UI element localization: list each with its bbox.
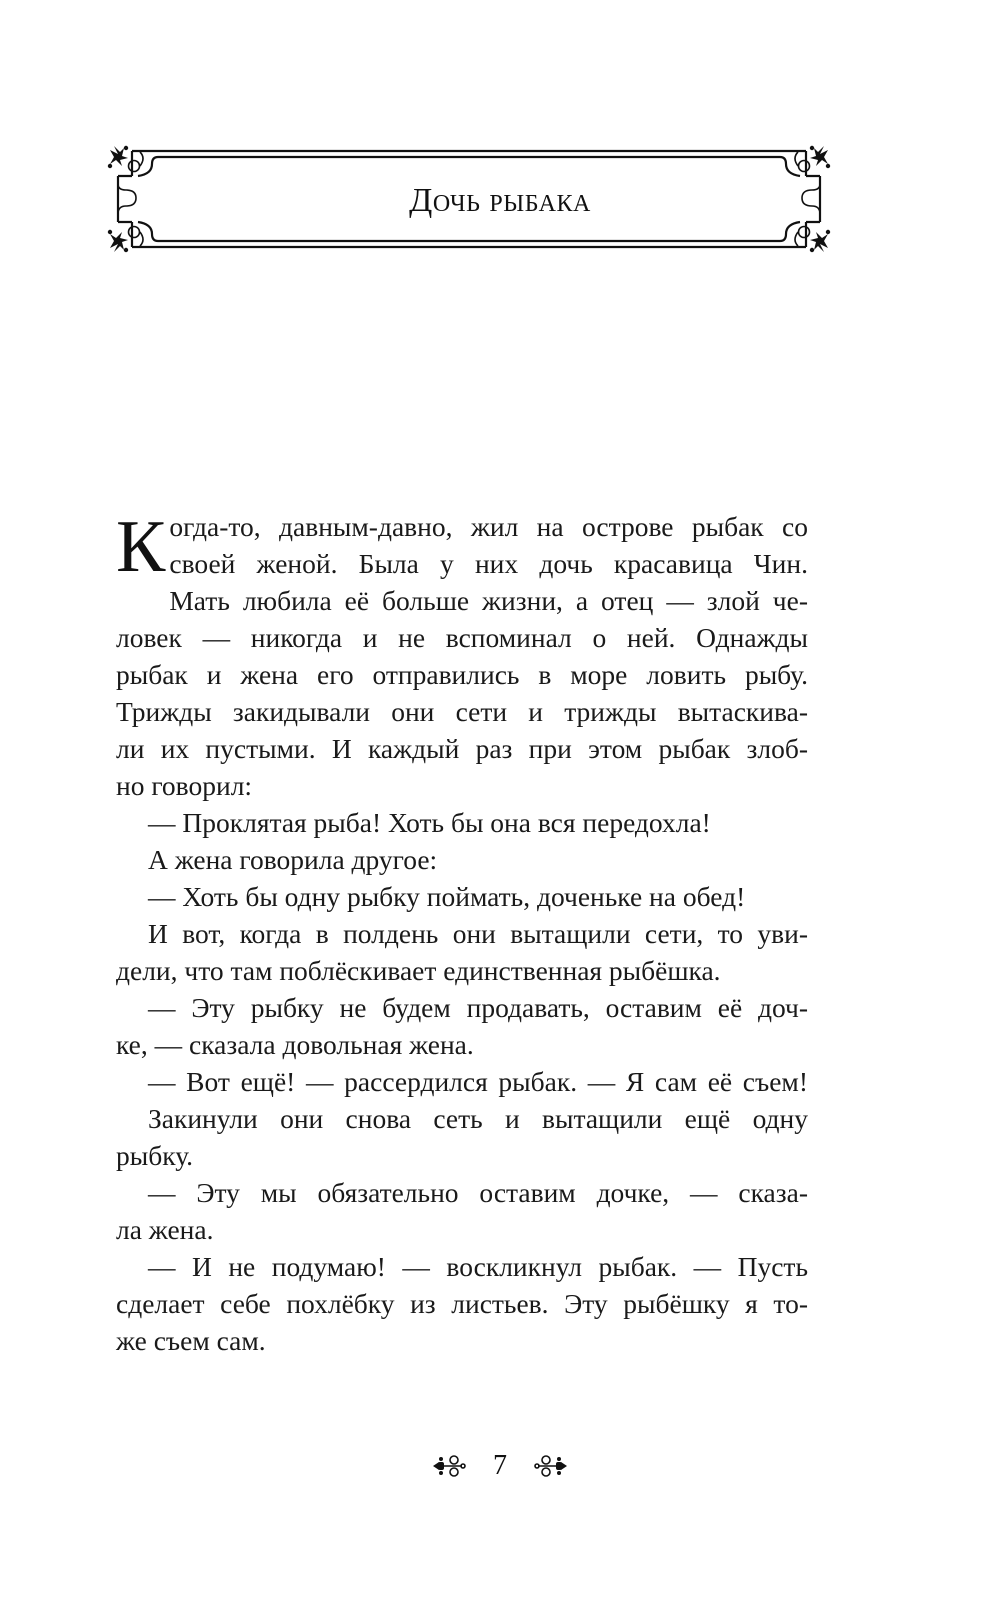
text-line: — Вот ещё! — рассердился рыбак. — Я сам её съем! bbox=[148, 1066, 808, 1097]
text-line: дели, что там поблёскивает единственная рыбёшка. bbox=[116, 955, 721, 986]
text-line: но говорил: bbox=[116, 770, 253, 801]
paragraph bbox=[116, 508, 808, 804]
paragraph bbox=[116, 841, 808, 878]
text-line: ловек — никогда и не вспоминал о ней. Однажды bbox=[116, 622, 808, 653]
text-line: своей женой. Была у них дочь красавица Чин. bbox=[169, 548, 808, 579]
chapter-title: Дочь рыбака bbox=[409, 182, 591, 219]
page-number: 7 bbox=[493, 1449, 507, 1481]
paragraph bbox=[116, 989, 808, 1063]
paragraph bbox=[116, 804, 808, 841]
text-line: же съем сам. bbox=[116, 1325, 266, 1356]
text-line: ла жена. bbox=[116, 1214, 214, 1245]
page-footer bbox=[0, 1448, 1000, 1482]
text-line: ли их пустыми. И каждый раз при этом рыбак злоб- bbox=[116, 733, 808, 764]
paragraph bbox=[116, 1174, 808, 1248]
text-line: Трижды закидывали они сети и трижды вытаскива- bbox=[116, 696, 808, 727]
text-line: рыбак и жена его отправились в море ловить рыбу. bbox=[116, 659, 808, 690]
story-text bbox=[116, 508, 808, 1359]
text-line: И вот, когда в полдень они вытащили сети, то уви- bbox=[148, 918, 808, 949]
text-line: — Эту мы обязательно оставим дочке, — сказа- bbox=[148, 1177, 808, 1208]
paragraph bbox=[116, 878, 808, 915]
text-line: — И не подумаю! — воскликнул рыбак. — Пусть bbox=[148, 1251, 808, 1282]
drop-cap: К bbox=[116, 506, 166, 588]
paragraph bbox=[116, 1248, 808, 1359]
text-line: А жена говорила другое: bbox=[148, 844, 438, 875]
text-line: сделает себе похлёбку из листьев. Эту рыбёшку я то- bbox=[116, 1288, 808, 1319]
text-line: ке, — сказала довольная жена. bbox=[116, 1029, 474, 1060]
text-line: Мать любила её больше жизни, а отец — злой че- bbox=[169, 585, 808, 616]
text-line: — Эту рыбку не будем продавать, оставим её доч- bbox=[148, 992, 808, 1023]
text-line: огда-то, давным-давно, жил на острове рыбак со bbox=[169, 511, 808, 542]
text-line: — Проклятая рыба! Хоть бы она вся передохла! bbox=[148, 807, 711, 838]
fleuron-left-icon bbox=[432, 1453, 466, 1479]
paragraph bbox=[116, 915, 808, 989]
text-line: рыбку. bbox=[116, 1140, 194, 1171]
fleuron-right-icon bbox=[534, 1453, 568, 1479]
text-line: Закинули они снова сеть и вытащили ещё одну bbox=[148, 1103, 808, 1134]
text-line: — Хоть бы одну рыбку поймать, доченьке на обед! bbox=[148, 881, 746, 912]
paragraph bbox=[116, 1100, 808, 1174]
paragraph bbox=[116, 1063, 808, 1100]
